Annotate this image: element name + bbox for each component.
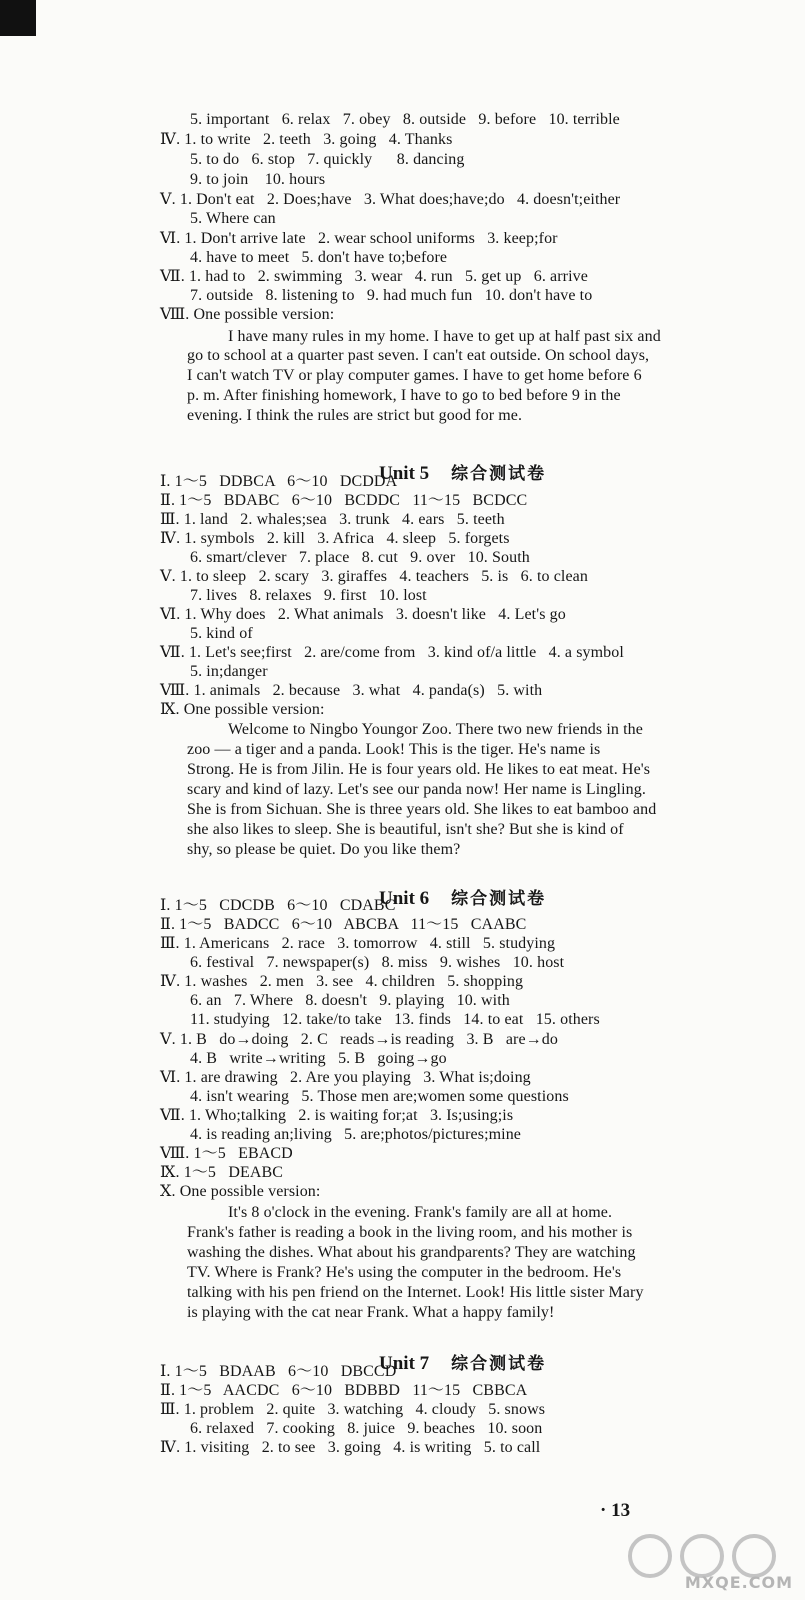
answer-line: Ⅴ. 1. Don't eat 2. Does;have 3. What does;have;do 4. doesn't;either bbox=[160, 191, 621, 208]
answer-line: Ⅲ. 1. Americans 2. race 3. tomorrow 4. still 5. studying bbox=[160, 935, 556, 952]
answer-line: 4. isn't wearing 5. Those men are;women some questions bbox=[190, 1088, 569, 1105]
essay-line: It's 8 o'clock in the evening. Frank's family are all at home. bbox=[228, 1204, 613, 1221]
answer-line: Ⅰ. 1～5 DDBCA 6～10 DCDDA bbox=[160, 473, 398, 490]
answer-line: Ⅶ. 1. Let's see;first 2. are/come from 3. kind of/a little 4. a symbol bbox=[160, 644, 624, 661]
essay-line: TV. Where is Frank? He's using the computer in the bedroom. He's bbox=[187, 1264, 622, 1281]
answer-line: Ⅶ. 1. Who;talking 2. is waiting for;at 3. Is;using;is bbox=[160, 1107, 514, 1124]
answer-line: Ⅵ. 1. Don't arrive late 2. wear school uniforms 3. keep;for bbox=[160, 230, 558, 247]
answer-line: 5. kind of bbox=[190, 625, 253, 642]
answer-line: Ⅵ. 1. Why does 2. What animals 3. doesn't like 4. Let's go bbox=[160, 606, 566, 623]
essay-line: zoo — a tiger and a panda. Look! This is the tiger. He's name is bbox=[187, 741, 601, 758]
answer-line: 7. lives 8. relaxes 9. first 10. lost bbox=[190, 587, 427, 604]
essay-line: Frank's father is reading a book in the living room, and his mother is bbox=[187, 1224, 633, 1241]
essay-line: shy, so please be quiet. Do you like them? bbox=[187, 841, 461, 858]
answer-line: Ⅰ. 1～5 CDCDB 6～10 CDABC bbox=[160, 897, 396, 914]
essay-line: I can't watch TV or play computer games. I have to get home before 6 bbox=[187, 367, 642, 384]
essay-line: Welcome to Ningbo Youngor Zoo. There two new friends in the bbox=[228, 721, 643, 738]
answer-line: Ⅸ. One possible version: bbox=[160, 701, 325, 718]
answer-line: Ⅷ. One possible version: bbox=[160, 306, 335, 323]
essay-line: talking with his pen friend on the Internet. Look! His little sister Mary bbox=[187, 1284, 644, 1301]
answer-line: Ⅰ. 1～5 BDAAB 6～10 DBCCD bbox=[160, 1363, 397, 1380]
unit7-subtitle: 综合测试卷 bbox=[451, 1354, 547, 1374]
answer-line: 9. to join 10. hours bbox=[190, 171, 326, 188]
answer-line: Ⅳ. 1. to write 2. teeth 3. going 4. Thanks bbox=[160, 131, 453, 148]
answer-line: 6. an 7. Where 8. doesn't 9. playing 10. with bbox=[190, 992, 510, 1009]
answer-line: Ⅳ. 1. washes 2. men 3. see 4. children 5. shopping bbox=[160, 973, 524, 990]
unit5-title: Unit 5 bbox=[379, 463, 430, 484]
essay-line: She is from Sichuan. She is three years old. She likes to eat bamboo and bbox=[187, 801, 657, 818]
essay-line: Strong. He is from Jilin. He is four years old. He likes to eat meat. He's bbox=[187, 761, 651, 778]
answer-line: Ⅲ. 1. problem 2. quite 3. watching 4. cloudy 5. snows bbox=[160, 1401, 546, 1418]
essay-line: p. m. After finishing homework, I have to go to bed before 9 in the bbox=[187, 387, 621, 404]
answer-line: Ⅱ. 1～5 BDABC 6～10 BCDDC 11～15 BCDCC bbox=[160, 492, 528, 509]
answer-line: 5. to do 6. stop 7. quickly 8. dancing bbox=[190, 151, 465, 168]
unit6-title: Unit 6 bbox=[379, 888, 430, 909]
answer-line: Ⅴ. 1. to sleep 2. scary 3. giraffes 4. teachers 5. is 6. to clean bbox=[160, 568, 588, 585]
unit5-subtitle: 综合测试卷 bbox=[451, 464, 547, 484]
answer-line: Ⅲ. 1. land 2. whales;sea 3. trunk 4. ears 5. teeth bbox=[160, 511, 505, 528]
watermark-text: MXQE.COM bbox=[684, 1573, 793, 1592]
answer-line: 5. important 6. relax 7. obey 8. outside 9. before 10. terrible bbox=[190, 111, 620, 128]
page-number: · 13 bbox=[600, 1500, 631, 1521]
answer-line: Ⅹ. One possible version: bbox=[160, 1183, 321, 1200]
answer-line: Ⅸ. 1～5 DEABC bbox=[160, 1164, 284, 1181]
essay-line: go to school at a quarter past seven. I can't eat outside. On school days, bbox=[187, 347, 650, 364]
answer-line: 7. outside 8. listening to 9. had much fun 10. don't have to bbox=[190, 287, 593, 304]
unit7-title: Unit 7 bbox=[379, 1353, 430, 1374]
answer-line: 6. festival 7. newspaper(s) 8. miss 9. wishes 10. host bbox=[190, 954, 565, 971]
unit6-subtitle: 综合测试卷 bbox=[451, 889, 547, 909]
answer-line: 4. is reading an;living 5. are;photos/pictures;mine bbox=[190, 1126, 522, 1143]
essay-line: I have many rules in my home. I have to get up at half past six and bbox=[228, 328, 661, 345]
essay-line: washing the dishes. What about his grandparents? They are watching bbox=[187, 1244, 636, 1261]
answer-line: Ⅵ. 1. are drawing 2. Are you playing 3. What is;doing bbox=[160, 1069, 531, 1086]
watermark-logo bbox=[612, 1532, 797, 1594]
answer-line: 6. relaxed 7. cooking 8. juice 9. beaches 10. soon bbox=[190, 1420, 543, 1437]
essay-line: evening. I think the rules are strict but good for me. bbox=[187, 407, 523, 424]
essay-line: she also likes to sleep. She is beautiful, isn't she? But she is kind of bbox=[187, 821, 624, 838]
answer-line: 4. have to meet 5. don't have to;before bbox=[190, 249, 448, 266]
answer-line: 5. in;danger bbox=[190, 663, 268, 680]
answer-line: 4. B write→writing 5. B going→go bbox=[190, 1050, 447, 1067]
answer-line: Ⅷ. 1～5 EBACD bbox=[160, 1145, 293, 1162]
answer-line: Ⅴ. 1. B do→doing 2. C reads→is reading 3. B are→do bbox=[160, 1031, 558, 1048]
answer-line: Ⅳ. 1. visiting 2. to see 3. going 4. is writing 5. to call bbox=[160, 1439, 541, 1456]
answer-line: Ⅱ. 1～5 AACDC 6～10 BDBBD 11～15 CBBCA bbox=[160, 1382, 528, 1399]
answer-line: Ⅳ. 1. symbols 2. kill 3. Africa 4. sleep 5. forgets bbox=[160, 530, 510, 547]
answer-line: 5. Where can bbox=[190, 210, 276, 227]
essay-line: scary and kind of lazy. Let's see our panda now! Her name is Lingling. bbox=[187, 781, 646, 798]
answer-line: 6. smart/clever 7. place 8. cut 9. over 10. South bbox=[190, 549, 530, 566]
answer-line: Ⅷ. 1. animals 2. because 3. what 4. panda(s) 5. with bbox=[160, 682, 543, 699]
essay-line: is playing with the cat near Frank. What a happy family! bbox=[187, 1304, 555, 1321]
answer-line: 11. studying 12. take/to take 13. finds 14. to eat 15. others bbox=[190, 1011, 600, 1028]
answer-line: Ⅱ. 1～5 BADCC 6～10 ABCBA 11～15 CAABC bbox=[160, 916, 527, 933]
answer-line: Ⅶ. 1. had to 2. swimming 3. wear 4. run 5. get up 6. arrive bbox=[160, 268, 588, 285]
